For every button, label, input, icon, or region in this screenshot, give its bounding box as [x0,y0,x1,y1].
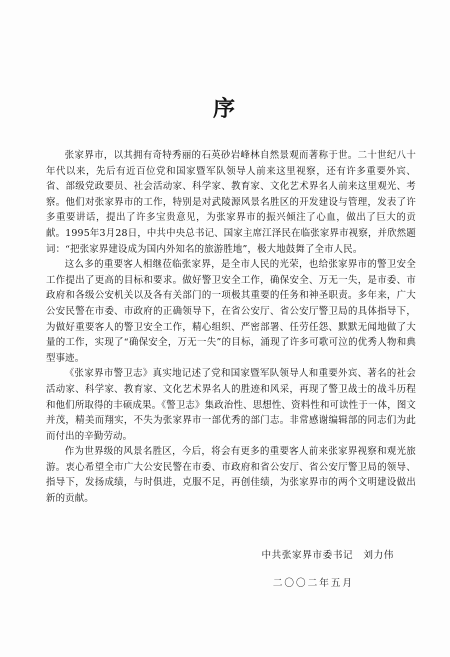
paragraph: 这么多的重要客人相继莅临张家界，是全市人民的光荣，也给张家界市的警卫安全工作提出了更高的目标和要求。做好警卫安全工作，确保安全、万无一失，是市委、市政府和各级公安机关以及各有关部门的一项极其重要的任务和神圣职责。多年来，广大公安民警在市委、市政府的正确领导下，在省公安厅、省公安厅警卫局的具体指导下，为做好重要客人的警卫安全工作，精心组织、严密部署、任劳任怨、默默无闻地做了大量的工作，实现了“确保安全，万无一失”的目标，涌现了许多可歌可泣的优秀人物和典型事迹。 [46,259,416,364]
paragraph: 作为世界级的风景名胜区，今后，将会有更多的重要客人前来张家界视察和观光旅游。衷心希望全市广大公安民警在市委、市政府和省公安厅、省公安厅警卫局的领导、指导下，发扬成绩，与时俱进，克服不足，再创佳绩，为张家界市的两个文明建设做出新的贡献。 [46,446,416,505]
paragraph: 张家界市，以其拥有奇特秀丽的石英砂岩峰林自然景观而著称于世。二十世纪八十年代以来，先后有近百位党和国家暨军队领导人前来这里视察，还有许多重要外宾、省、部级党政要员、社会活动家、科学家、教育家、文化艺术界名人前来这里观光、考察。他们对张家界市的工作，特别是对武陵源风景名胜区的开发建设与管理，发表了许多重要讲话，提出了许多宝贵意见，为张家界市的振兴倾注了心血，做出了巨大的贡献。1995年3月28日，中共中央总书记、国家主席江泽民在临张家界市视察，并欣然题词：“把张家界建设成为国内外知名的旅游胜地”，极大地鼓舞了全市人民。 [46,150,416,255]
signature-line: 中共张家界市委书记 刘力伟 [261,550,394,561]
document-body [46,148,416,507]
paragraph: 《张家界市警卫志》真实地记述了党和国家暨军队领导人和重要外宾、著名的社会活动家、科学家、教育家、文化艺术界名人的胜迹和风采，再现了警卫战士的战斗历程和他们所取得的丰硕成果。《警卫志》集政治性、思想性、资料性和可读性于一体，图文并茂，精美而翔实，不失为张家界市一部优秀的部门志。非常感谢编辑部的同志们为此而付出的辛勤劳动。 [46,368,416,442]
signature-date: 二〇〇二年五月 [272,578,354,589]
page-title: 序 [212,96,237,122]
